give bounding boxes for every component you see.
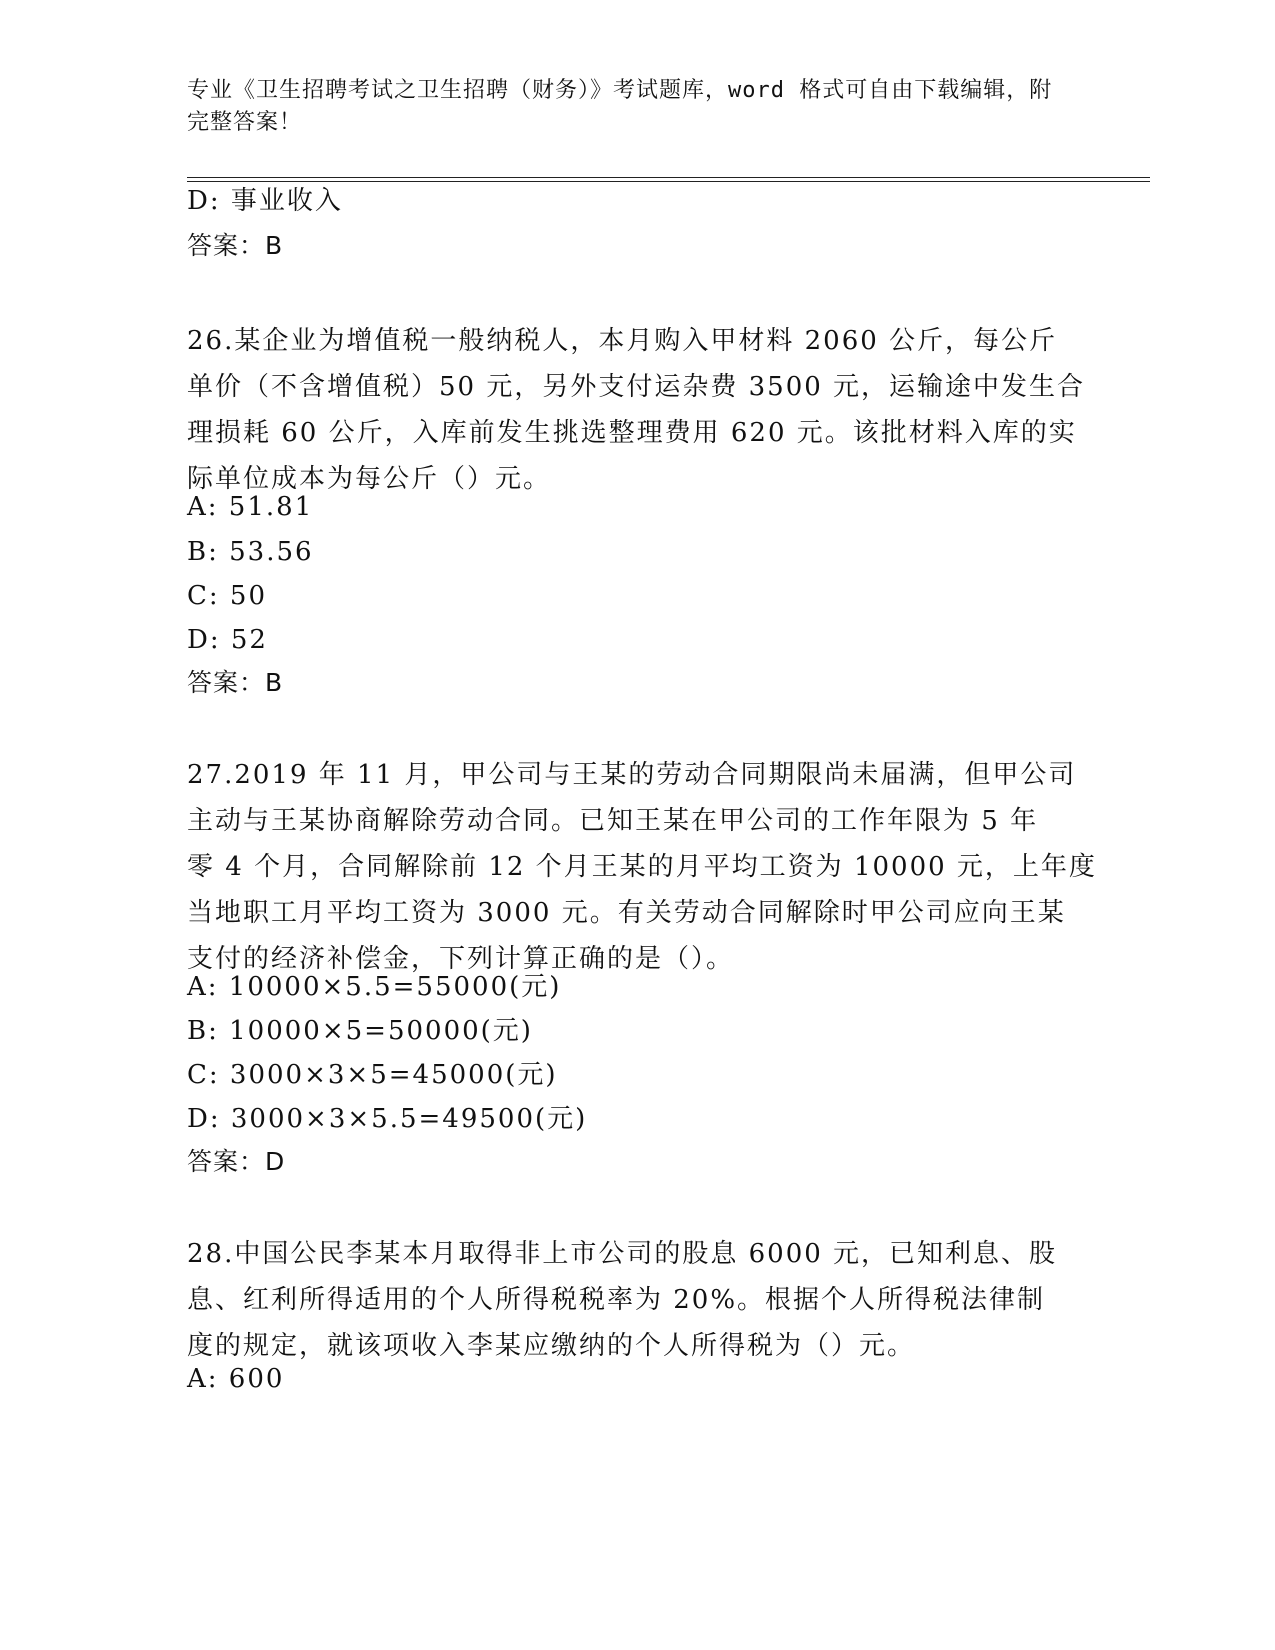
option-c: C: 3000×3×5=45000(元) [187, 1060, 558, 1090]
answer: 答案：B [187, 668, 284, 697]
question-28 [187, 1231, 1087, 1369]
question-27-line: 当地职工月平均工资为 3000 元。有关劳动合同解除时甲公司应向王某 [187, 898, 1066, 928]
header-divider-second [187, 181, 1150, 182]
question-26-line: 26.某企业为增值税一般纳税人，本月购入甲材料 2060 公斤，每公斤 [187, 326, 1058, 356]
question-28-line: 28.中国公民李某本月取得非上市公司的股息 6000 元，已知利息、股 [187, 1239, 1058, 1269]
question-27 [187, 752, 1097, 982]
answer: 答案：B [187, 231, 284, 260]
question-28-line: 度的规定，就该项收入李某应缴纳的个人所得税为（）元。 [187, 1331, 916, 1361]
question-26-line: 际单位成本为每公斤（）元。 [187, 464, 552, 494]
option-d: D: 事业收入 [187, 186, 343, 216]
question-26 [187, 318, 1087, 502]
question-28-line: 息、红利所得适用的个人所得税税率为 20%。根据个人所得税法律制 [187, 1285, 1046, 1315]
header-note: 专业《卫生招聘考试之卫生招聘（财务）》考试题库，word 格式可自由下载编辑，附完整答案！ [187, 78, 1053, 135]
question-27-line: 27.2019 年 11 月，甲公司与王某的劳动合同期限尚未届满，但甲公司 [187, 760, 1077, 790]
option-a: A: 10000×5.5=55000(元) [187, 972, 562, 1002]
question-27-line: 零 4 个月，合同解除前 12 个月王某的月平均工资为 10000 元，上年度 [187, 852, 1097, 882]
option-b: B: 10000×5=50000(元) [187, 1016, 533, 1046]
option-d: D: 52 [187, 625, 268, 655]
question-26-line: 单价（不含增值税）50 元，另外支付运杂费 3500 元，运输途中发生合 [187, 372, 1086, 402]
question-27-line: 主动与王某协商解除劳动合同。已知王某在甲公司的工作年限为 5 年 [187, 806, 1039, 836]
option-a: A: 600 [187, 1364, 285, 1394]
option-b: B: 53.56 [187, 537, 314, 567]
question-26-line: 理损耗 60 公斤，入库前发生挑选整理费用 620 元。该批材料入库的实 [187, 418, 1077, 448]
answer: 答案：D [187, 1147, 286, 1176]
option-d: D: 3000×3×5.5=49500(元) [187, 1104, 588, 1134]
option-c: C: 50 [187, 581, 268, 611]
header-divider [187, 177, 1150, 178]
option-a: A: 51.81 [187, 492, 314, 522]
question-27-line: 支付的经济补偿金，下列计算正确的是（）。 [187, 944, 735, 974]
